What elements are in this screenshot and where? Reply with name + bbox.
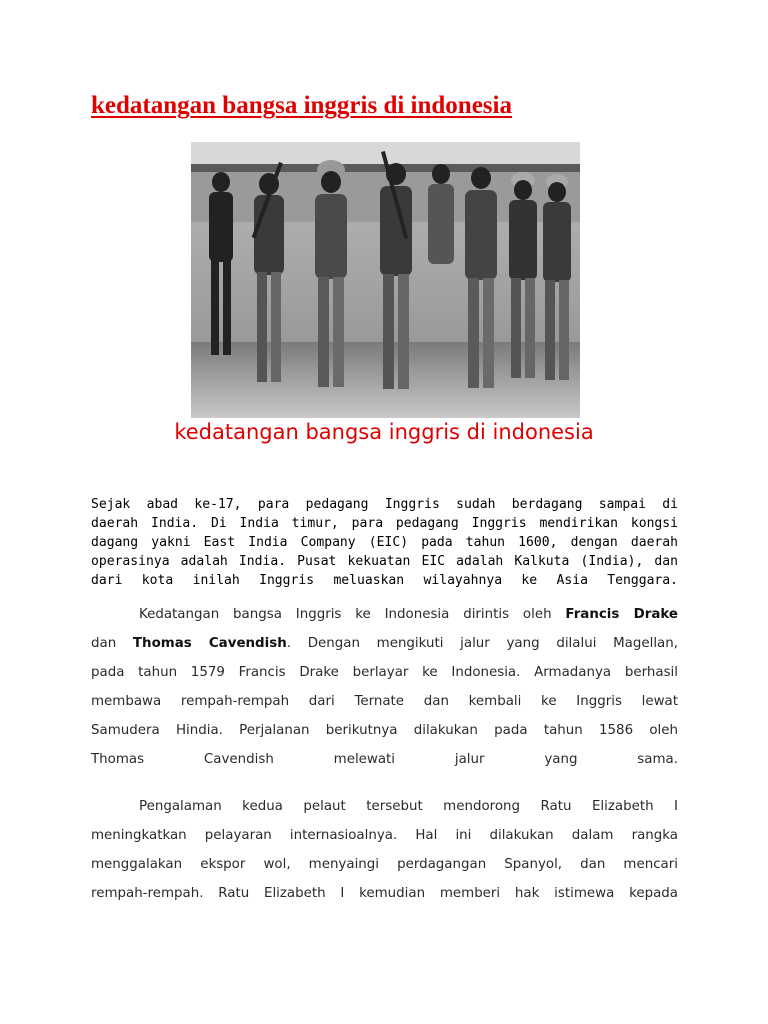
paragraph-2 xyxy=(91,600,678,774)
paragraph-2-text: Kedatangan bangsa Inggris ke Indonesia dirintis oleh xyxy=(139,607,566,622)
paragraph-2-line xyxy=(91,629,678,658)
paragraph-1-line: dari kota inilah Inggris meluaskan wilayahnya ke Asia Tenggara. xyxy=(91,573,678,588)
paragraph-2-text: . Dengan mengikuti jalur yang dilalui Magellan, xyxy=(286,636,679,651)
paragraph-1-line: operasinya adalah India. Pusat kekuatan EIC adalah Kalkuta (India), dan xyxy=(91,554,678,569)
paragraph-1-line: daerah India. Di India timur, para pedagang Inggris mendirikan kongsi xyxy=(91,516,678,531)
paragraph-3-line: Pengalaman kedua pelaut tersebut mendorong Ratu Elizabeth I xyxy=(139,799,678,814)
paragraph-3-line: menggalakan ekspor wol, menyaingi perdagangan Spanyol, dan mencari xyxy=(91,857,678,872)
paragraph-2-line: pada tahun 1579 Francis Drake berlayar ke Indonesia. Armadanya berhasil xyxy=(91,665,678,680)
document-heading: kedatangan bangsa inggris di indonesia xyxy=(91,92,512,119)
name-francis-drake: Francis Drake xyxy=(565,607,678,622)
soldiers-marching-photo xyxy=(191,142,580,418)
name-thomas-cavendish: Thomas Cavendish xyxy=(132,636,287,651)
paragraph-2-line: membawa rempah-rempah dari Ternate dan kembali ke Inggris lewat xyxy=(91,694,678,709)
paragraph-1 xyxy=(91,495,678,590)
paragraph-1-line: dagang yakni East India Company (EIC) pada tahun 1600, dengan daerah xyxy=(91,535,678,550)
paragraph-3-line: meningkatkan pelayaran internasioalnya. Hal ini dilakukan dalam rangka xyxy=(91,828,678,843)
paragraph-2-text: dan xyxy=(91,636,133,651)
paragraph-2-line: Samudera Hindia. Perjalanan berikutnya dilakukan pada tahun 1586 oleh xyxy=(91,723,678,738)
photo-illustration xyxy=(191,142,580,418)
paragraph-3-line: rempah-rempah. Ratu Elizabeth I kemudian memberi hak istimewa kepada xyxy=(91,886,678,901)
paragraph-2-line xyxy=(91,600,678,629)
paragraph-3 xyxy=(91,792,678,908)
photo-caption: kedatangan bangsa inggris di indonesia xyxy=(174,420,594,444)
paragraph-1-line: Sejak abad ke-17, para pedagang Inggris sudah berdagang sampai di xyxy=(91,497,678,512)
paragraph-2-line: Thomas Cavendish melewati jalur yang sama. xyxy=(91,752,678,767)
